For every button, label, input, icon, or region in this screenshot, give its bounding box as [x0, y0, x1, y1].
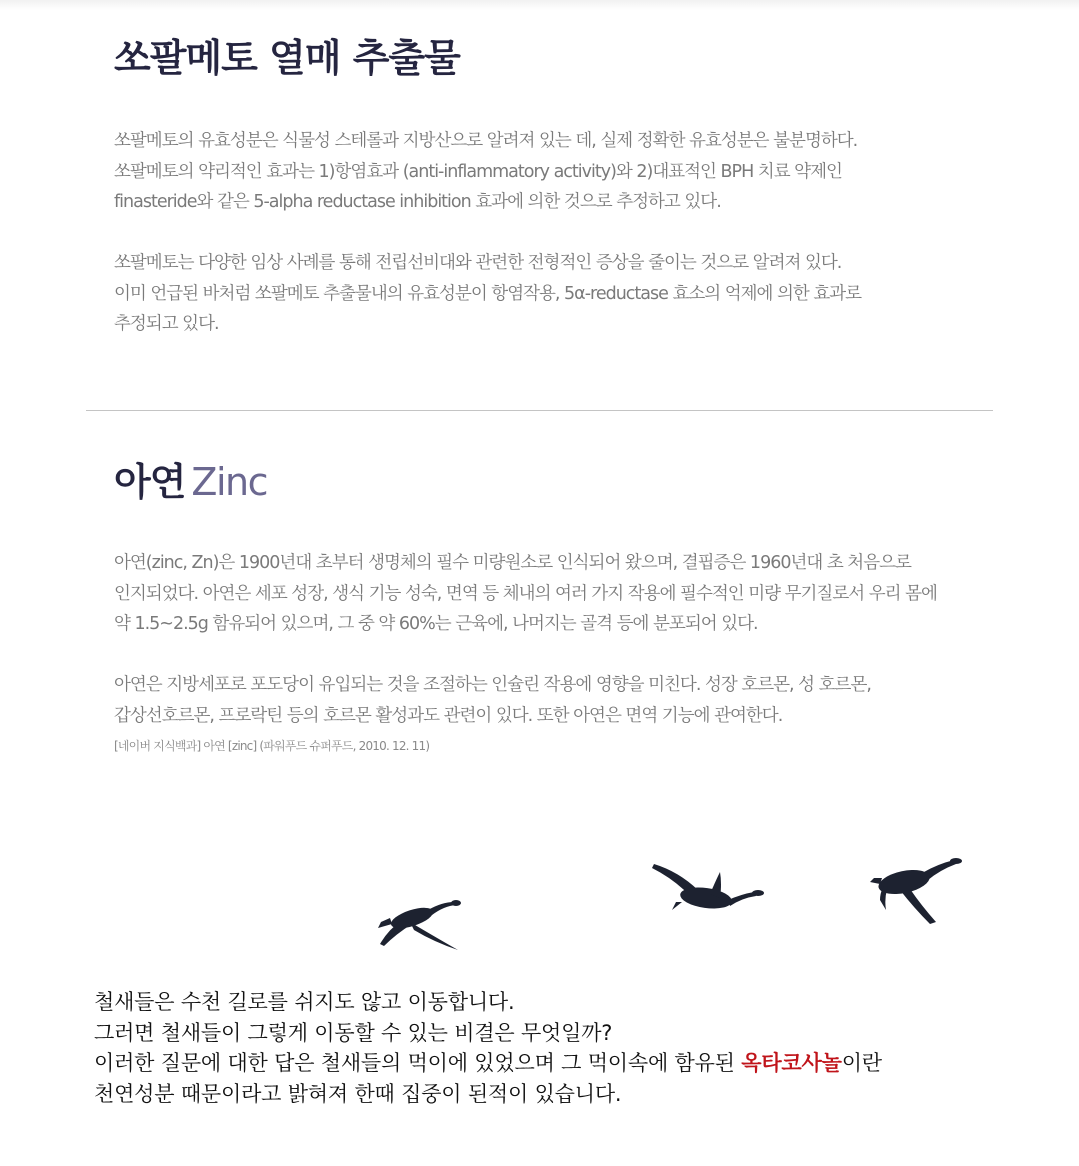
- paragraph-line: 쏘팔메토는 다양한 임상 사례를 통해 전립선비대와 관련한 전형적인 증상을 줄이는 것으로 알려져 있다.: [114, 253, 842, 273]
- top-edge-shade: [0, 0, 1079, 10]
- section-title-saw-palmetto: 쏘팔메토 열매 추출물: [114, 36, 460, 80]
- section-title-zinc-english: Zinc: [191, 460, 267, 504]
- section-divider: [86, 410, 993, 411]
- flying-goose-icon: [372, 890, 464, 954]
- paragraph-line: 추정되고 있다.: [114, 314, 219, 334]
- zinc-paragraph-2: [114, 670, 994, 731]
- saw-palmetto-paragraph-1: [114, 126, 994, 218]
- saw-palmetto-paragraph-2: [114, 248, 994, 340]
- paragraph-line: 인지되었다. 아연은 세포 성장, 생식 기능 성숙, 면역 등 체내의 여러 가지 작용에 필수적인 미량 무기질로서 우리 몸에: [114, 583, 937, 604]
- section-title-zinc: [114, 456, 267, 508]
- story-line-4: 천연성분 때문이라고 밝혀져 한때 집중이 된적이 있습니다.: [94, 1081, 622, 1106]
- paragraph-line: 아연은 지방세포로 포도당이 유입되는 것을 조절하는 인슐린 작용에 영향을 미친다. 성장 호르몬, 성 호르몬,: [114, 675, 871, 695]
- source-citation: [네이버 지식백과] 아연 [zinc] (파워푸드 슈퍼푸드, 2010. 12. 11): [114, 739, 430, 753]
- paragraph-line: 약 1.5~2.5g 함유되어 있으며, 그 중 약 60%는 근육에, 나머지는 골격 등에 분포되어 있다.: [114, 614, 758, 634]
- story-line-3: [94, 1048, 882, 1079]
- story-line-1: 철새들은 수천 길로를 쉬지도 않고 이동합니다.: [94, 990, 515, 1014]
- paragraph-line: 갑상선호르몬, 프로락틴 등의 호르몬 활성과도 관련이 있다. 또한 아연은 면역 기능에 관여한다.: [114, 705, 783, 726]
- octacosanol-highlight: 옥타코사놀: [741, 1051, 842, 1075]
- flying-goose-icon: [650, 858, 768, 922]
- section-title-zinc-korean: 아연: [114, 460, 186, 504]
- paragraph-line: 쏘팔메토의 약리적인 효과는 1)항염효과 (anti-inflammatory activity)와 2)대표적인 BPH 치료 약제인: [114, 161, 842, 182]
- paragraph-line: finasteride와 같은 5-alpha reductase inhibition 효과에 의한 것으로 추정하고 있다.: [114, 192, 721, 212]
- paragraph-line: 쏘팔메토의 유효성분은 식물성 스테롤과 지방산으로 알려져 있는 데, 실제 정확한 유효성분은 불분명하다.: [114, 131, 858, 151]
- flying-goose-icon: [868, 852, 964, 928]
- zinc-paragraph-1: [114, 548, 994, 640]
- story-line-2: 그러면 철새들이 그렇게 이동할 수 있는 비결은 무엇일까?: [94, 1020, 613, 1045]
- story-text: [94, 987, 882, 1109]
- story-line-3-before: 이러한 질문에 대한 답은 철새들의 먹이에 있었으며 그 먹이속에 함유된: [94, 1051, 742, 1075]
- story-line-3-after: 이란: [841, 1051, 882, 1075]
- paragraph-line: 이미 언급된 바처럼 쏘팔메토 추출물내의 유효성분이 항염작용, 5α-reductase 효소의 억제에 의한 효과로: [114, 283, 862, 304]
- paragraph-line: 아연(zinc, Zn)은 1900년대 초부터 생명체의 필수 미량원소로 인식되어 왔으며, 결핍증은 1960년대 초 처음으로: [114, 553, 911, 573]
